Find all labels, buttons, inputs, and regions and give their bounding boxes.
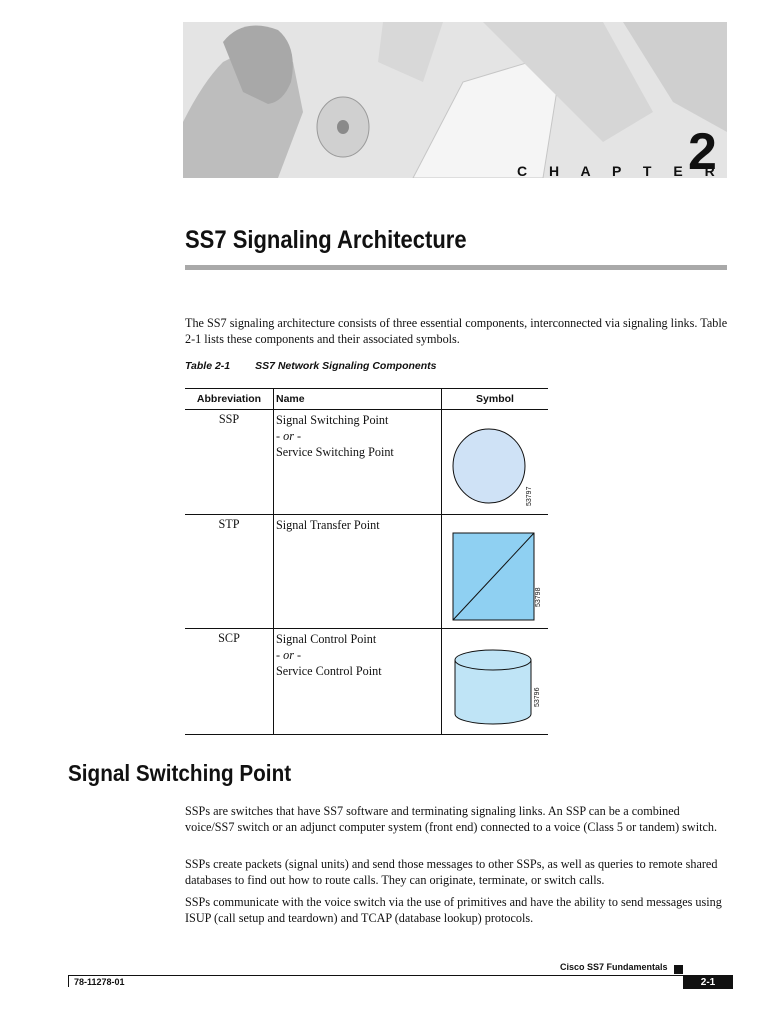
table-caption-label: Table 2-1 (185, 360, 231, 372)
components-table (185, 388, 548, 735)
row-abbreviation: SCP (185, 629, 274, 735)
row-name-secondary: Service Switching Point (276, 445, 394, 459)
chapter-number: 2 (688, 123, 717, 181)
row-name-primary: Signal Transfer Point (276, 518, 380, 532)
section-paragraph-2: SSPs create packets (signal units) and send those messages to other SSPs, as well as queries to remote shared databases to find out how to route calls. They can originate, terminate, or switch calls. (185, 857, 718, 887)
square-diagonal-icon (452, 532, 552, 632)
footer-doc-number: 78-11278-01 (74, 977, 125, 987)
row-abbreviation: SSP (185, 410, 274, 515)
intro-paragraph: The SS7 signaling architecture consists of three essential components, interconnected via signaling links. Table 2-1 lists these components and their associated symbols. (185, 316, 728, 346)
row-name-or: - or - (276, 429, 302, 443)
title-rule (185, 265, 727, 270)
table-caption (185, 360, 437, 372)
chapter-banner-image (183, 22, 727, 181)
table-row (185, 515, 548, 629)
section-paragraph-3: SSPs communicate with the voice switch via the use of primitives and have the ability to send messages using ISUP (call setup and teardown) and TCAP (database lookup) protocols. (185, 895, 722, 925)
footer-page-number: 2-1 (683, 976, 733, 989)
table-row (185, 629, 548, 735)
row-name (274, 629, 442, 735)
row-symbol (442, 410, 549, 515)
symbol-code: 53797 (526, 486, 533, 506)
table-caption-text: SS7 Network Signaling Components (255, 360, 437, 372)
table-header-row (185, 389, 548, 410)
footer-book-title: Cisco SS7 Fundamentals (560, 962, 668, 972)
symbol-code: 53796 (534, 687, 541, 707)
row-symbol (442, 629, 549, 735)
circle-icon (452, 425, 552, 525)
row-name (274, 410, 442, 515)
row-name-secondary: Service Control Point (276, 664, 382, 678)
chapter-label: C H A P T E R (517, 163, 724, 179)
row-name-or: - or - (276, 648, 302, 662)
row-name (274, 515, 442, 629)
footer-marker (674, 965, 683, 974)
symbol-code: 53798 (535, 587, 542, 607)
header-symbol: Symbol (442, 389, 549, 410)
page-title: SS7 Signaling Architecture (185, 226, 467, 254)
row-name-primary: Signal Switching Point (276, 413, 389, 427)
section-paragraph-1: SSPs are switches that have SS7 software and terminating signaling links. An SSP can be a combined voice/SS7 switch or an adjunct computer system (front end) connected to a voice (Class 5 or tandem) switch. (185, 804, 718, 834)
header-name: Name (274, 389, 442, 410)
footer-rule (68, 975, 733, 976)
row-name-primary: Signal Control Point (276, 632, 377, 646)
header-abbreviation: Abbreviation (185, 389, 274, 410)
row-abbreviation: STP (185, 515, 274, 629)
section-heading: Signal Switching Point (68, 760, 292, 786)
footer-tick (68, 975, 69, 987)
row-symbol (442, 515, 549, 629)
table-row (185, 410, 548, 515)
